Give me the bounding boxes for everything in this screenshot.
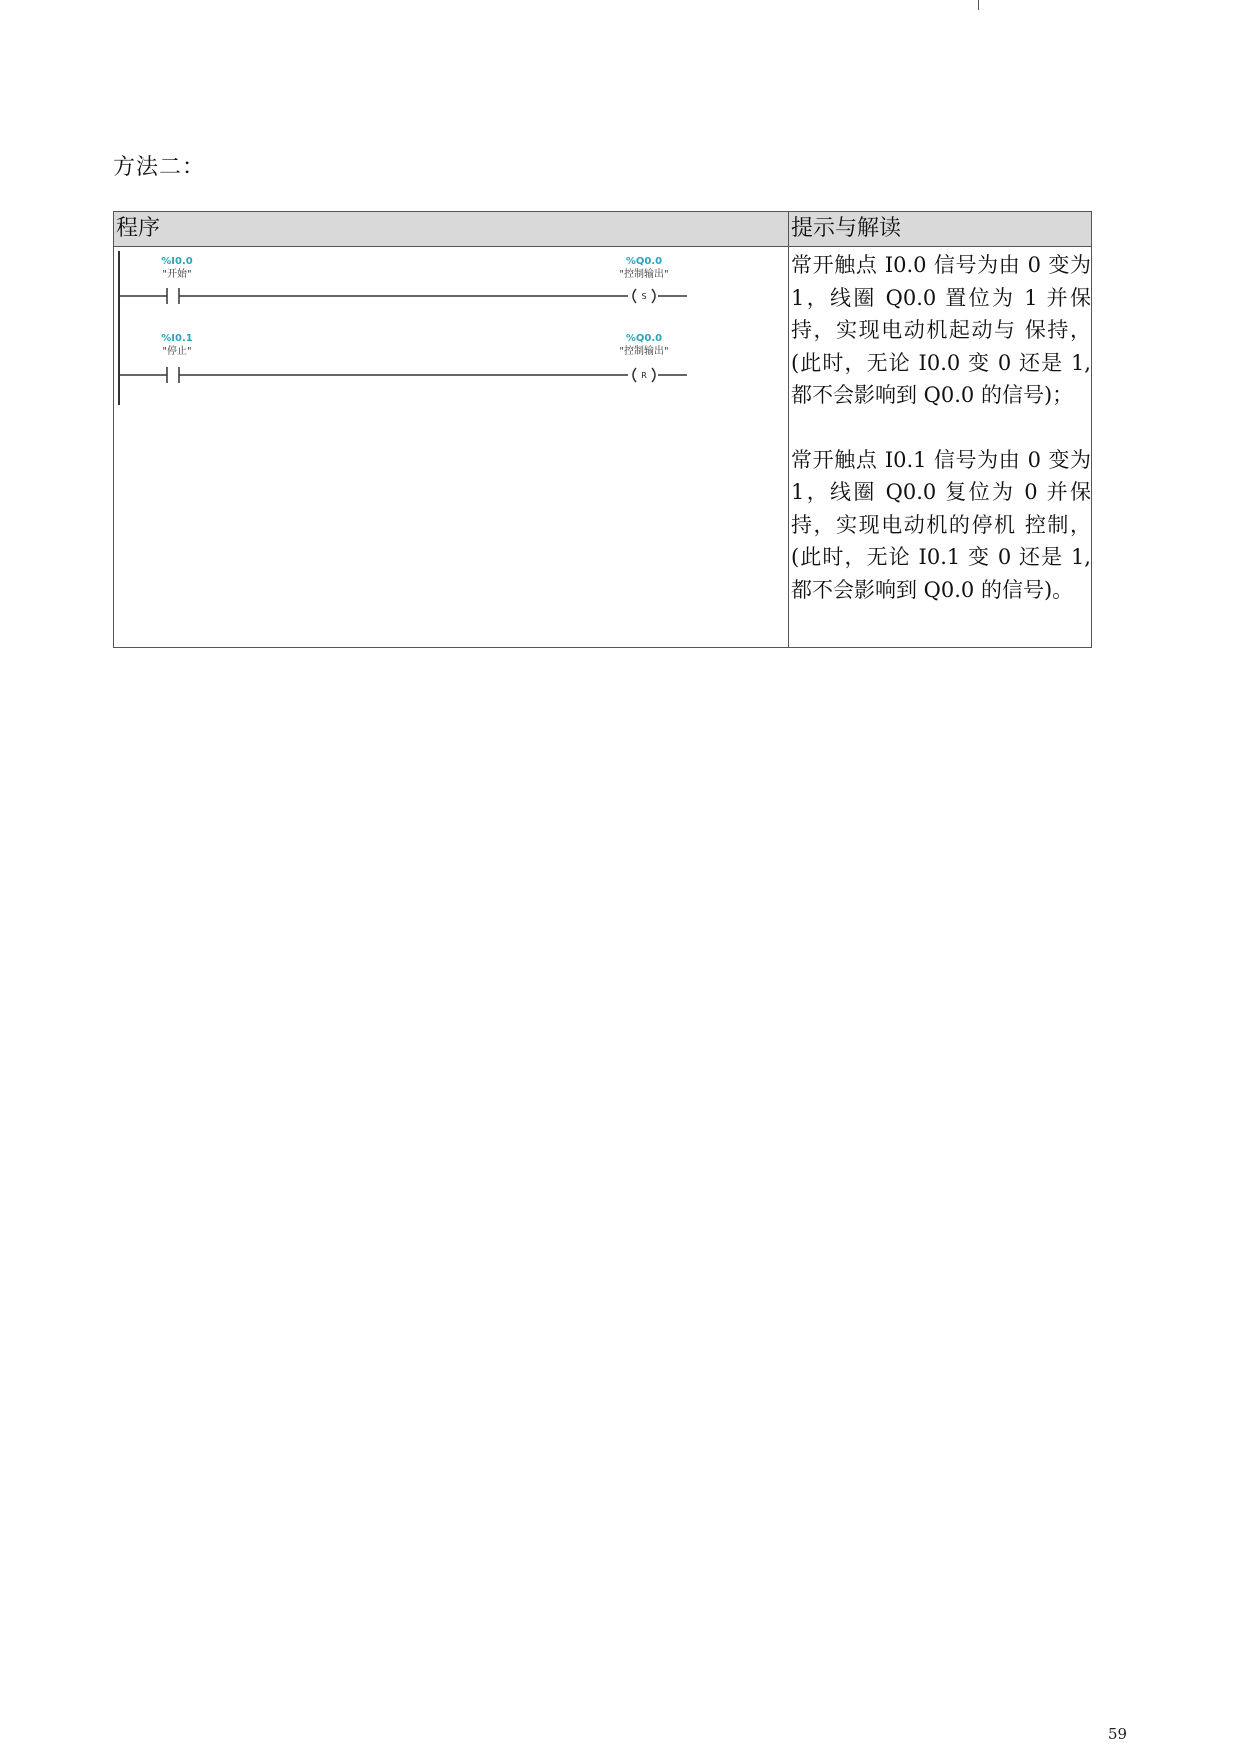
page-number: 59 [1108,1725,1128,1743]
program-table [113,211,1092,648]
hint-cell [789,247,1092,648]
ladder-cell [114,247,789,648]
normally-open-contact-icon [167,288,179,304]
rung-2-coil-address: %Q0.0 [625,333,663,344]
rung-1-coil-letter: S [641,292,647,301]
ladder-svg [114,247,789,647]
table-row [114,247,1092,648]
rung-2 [119,333,687,383]
rung-2-contact-name: "停止" [162,346,192,357]
section-title: 方法二： [113,155,206,180]
rung-1-contact-name: "开始" [162,269,192,280]
header-hint: 提示与解读 [789,212,1092,247]
set-coil-icon [633,289,655,303]
hint-text [789,247,1091,606]
rung-1-contact-address: %I0.0 [161,256,193,267]
rung-1-coil-name: "控制输出" [619,269,669,280]
rung-2-contact-address: %I0.1 [161,333,193,344]
normally-open-contact-icon [167,367,179,383]
rung-2-coil-name: "控制输出" [619,346,669,357]
header-program: 程序 [114,212,789,247]
rung-1-coil-address: %Q0.0 [625,256,663,267]
ladder-diagram [114,247,788,647]
hint-paragraph-set: 常开触点 I0.0 信号为由 0 变为 1，线圈 Q0.0 置位为 1 并保持，实现电动机起动与 保持，(此时，无论 I0.0 变 0 还是 1,都不会影响到 Q0.0 的信号)； [791,253,1091,407]
rung-1 [119,256,687,304]
hint-paragraph-reset: 常开触点 I0.1 信号为由 0 变为 1，线圈 Q0.0 复位为 0 并保持，实现电动机的停机 控制，(此时，无论 I0.1 变 0 还是 1,都不会影响到 Q0.0 的信号)。 [791,447,1091,602]
header-mark [978,0,979,10]
table-header-row [114,212,1092,247]
reset-coil-icon [633,368,655,382]
rung-2-coil-letter: R [641,371,647,380]
